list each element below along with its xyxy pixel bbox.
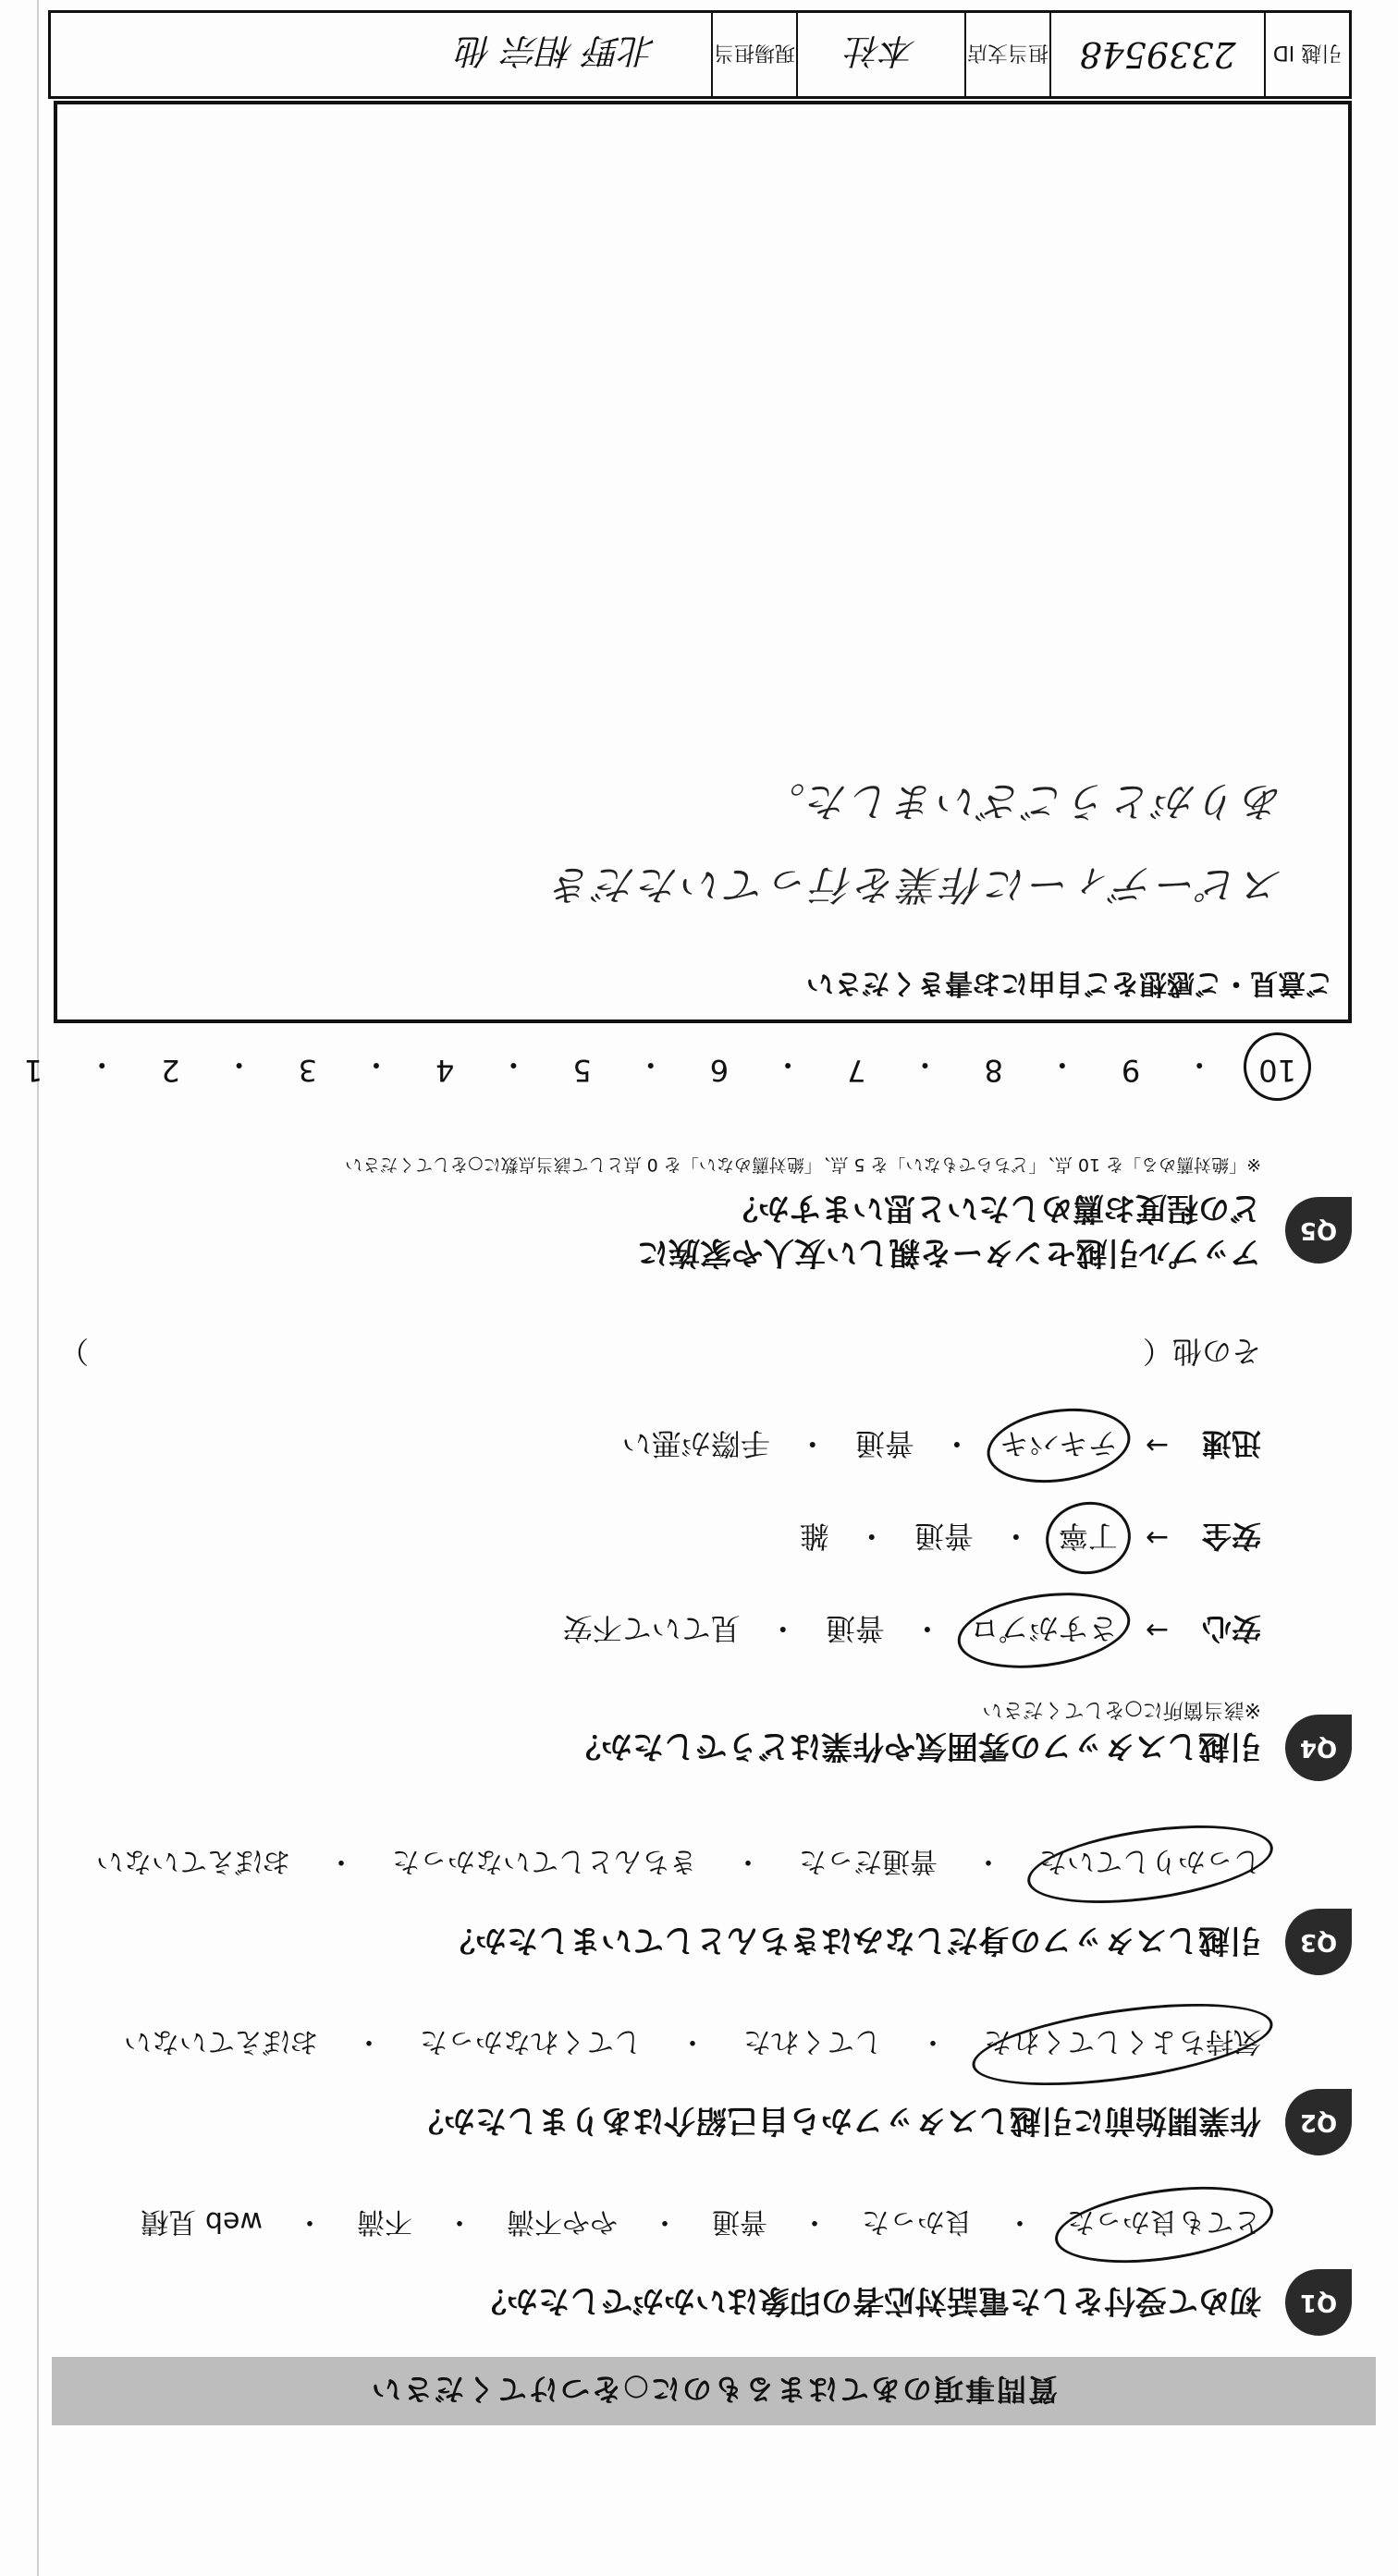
q4-row-1-label: 安心 — [1201, 1611, 1261, 1646]
comment-title: ご意見・ご感想をご自由にお書きください — [806, 967, 1333, 999]
q4-row-1-option-2[interactable]: 普通 — [825, 1611, 885, 1646]
arrow-icon: → — [1145, 1521, 1169, 1555]
q1-option-6[interactable]: web 見積 — [141, 2205, 263, 2238]
q1-text: 初めて受付をした電話対応者の印象はいかがでしたか？ — [475, 2282, 1261, 2319]
q4-row-3-label: 迅速 — [1201, 1426, 1261, 1461]
q4-row-1-option-1[interactable]: さすがプロ — [970, 1609, 1118, 1652]
comment-box[interactable] — [54, 101, 1352, 1023]
q2-option-3[interactable]: してくれなかった — [420, 2025, 642, 2057]
scale-10[interactable]: 10 — [1258, 1045, 1296, 1088]
scale-4[interactable]: 4 — [435, 1053, 455, 1088]
q3-option-4[interactable]: おぼえていない — [96, 1845, 290, 1877]
q3-options: しっかりしていた ・ 普通だった ・ きちんとしていなかった ・ おぼえていない — [96, 1844, 1261, 1885]
q3-option-3[interactable]: きちんとしていなかった — [392, 1845, 697, 1877]
q4-row-jinsoku: 迅速 → テキパキ ・ 普通 ・ 手際が悪い — [622, 1424, 1261, 1467]
q5-badge: Q5 — [1285, 1197, 1352, 1264]
q5-text-line-2: どの程度お薦めしたいと思いますか？ — [727, 1190, 1261, 1227]
q4-row-anshin: 安心 → さすがプロ ・ 普通 ・ 見ていて不安 — [563, 1609, 1261, 1652]
q2-option-2[interactable]: してくれた — [743, 2025, 882, 2057]
lead-value: 北野 相宗 他 — [457, 31, 656, 72]
scale-6[interactable]: 6 — [709, 1053, 730, 1088]
q4-other-row — [59, 1332, 1261, 1374]
branch-label: 担当支店 — [964, 13, 1049, 96]
q5-text-line-1: アップル引越センターを親しい友人や家族に — [637, 1234, 1261, 1271]
instruction-bar — [52, 2357, 1376, 2425]
q4-row-3-option-1[interactable]: テキパキ — [999, 1424, 1118, 1467]
scale-5[interactable]: 5 — [572, 1053, 592, 1088]
q5-note: ※「絶対薦める」を 10 点、「どちらでもない」を 5 点、「絶対薦めない」を 0 点として該当点数に○をしてください — [345, 1154, 1261, 1175]
id-table — [48, 10, 1352, 99]
scale-8[interactable]: 8 — [984, 1053, 1003, 1088]
scale-9[interactable]: 9 — [1121, 1053, 1141, 1088]
comment-handwriting-line-1: スピーディーに作業を行っていただき — [549, 861, 1283, 908]
instruction-text: 質問事項のあてはまるものに○をつけてください — [370, 2372, 1058, 2407]
q4-badge: Q4 — [1285, 1715, 1352, 1781]
q1-badge: Q1 — [1285, 2269, 1352, 2336]
q2-text: 作業開始前に引越しスタッフから自己紹介はありましたか？ — [412, 2102, 1261, 2139]
q1-option-1[interactable]: とても良かった — [1067, 2204, 1261, 2245]
q1-options: とても良かった ・ 良かった ・ 普通 ・ やや不満 ・ 不満 ・ web 見積 — [141, 2204, 1261, 2245]
q1-option-4[interactable]: やや不満 — [507, 2205, 618, 2238]
q3-badge: Q3 — [1285, 1909, 1352, 1975]
q2-option-1[interactable]: 気持ちよくしてくれた — [984, 2024, 1261, 2065]
q1-option-3[interactable]: 普通 — [712, 2205, 767, 2238]
branch-value: 本社 — [796, 13, 964, 96]
q4-other-field[interactable] — [89, 1335, 1143, 1372]
q3-option-1[interactable]: しっかりしていた — [1039, 1844, 1261, 1885]
q4-row-anzen: 安全 → 丁寧 ・ 普通 ・ 雑 — [800, 1517, 1261, 1559]
q4-row-3-option-3[interactable]: 手際が悪い — [621, 1426, 770, 1461]
q3-text: 引越しスタッフの身だしなみはきちんとしていましたか？ — [444, 1922, 1261, 1959]
q1-option-5[interactable]: 不満 — [357, 2205, 412, 2238]
scale-3[interactable]: 3 — [298, 1053, 318, 1088]
lead-label: 現場担当 — [711, 13, 796, 96]
q4-row-2-option-3[interactable]: 雑 — [799, 1519, 829, 1554]
comment-handwriting-line-2: ありがとうございました。 — [762, 777, 1283, 824]
recommend-scale: 10 ・ 9 ・ 8 ・ 7 ・ 6 ・ 5 ・ 4 ・ 3 ・ 2 ・ 1 — [23, 1047, 1296, 1088]
arrow-icon: → — [1145, 1429, 1169, 1462]
q2-option-4[interactable]: おぼえていない — [124, 2025, 318, 2057]
q4-row-2-option-1[interactable]: 丁寧 — [1059, 1517, 1118, 1559]
q4-row-2-option-2[interactable]: 普通 — [914, 1519, 974, 1554]
q4-note: ※該当箇所に○をしてください — [982, 1698, 1261, 1721]
q4-row-2-label: 安全 — [1201, 1519, 1261, 1554]
scale-2[interactable]: 2 — [161, 1053, 180, 1088]
q4-text: 引越しスタッフの雰囲気や作業はどうでしたか？ — [570, 1728, 1261, 1764]
q4-other-close: ） — [59, 1334, 90, 1369]
q2-badge: Q2 — [1285, 2089, 1352, 2155]
q4-row-3-option-2[interactable]: 普通 — [854, 1426, 914, 1461]
scale-7[interactable]: 7 — [847, 1053, 866, 1088]
q4-row-1-option-3[interactable]: 見ていて不安 — [562, 1611, 741, 1646]
scale-1[interactable]: 1 — [23, 1053, 43, 1088]
arrow-icon: → — [1145, 1614, 1169, 1647]
q4-other-label: その他（ — [1142, 1334, 1261, 1369]
q2-options: 気持ちよくしてくれた ・ してくれた ・ してくれなかった ・ おぼえていない — [124, 2024, 1261, 2065]
q3-option-2[interactable]: 普通だった — [799, 1845, 938, 1877]
q1-option-2[interactable]: 良かった — [862, 2205, 973, 2238]
id-label: 引越 ID — [1264, 13, 1349, 96]
id-value: 2339548 — [1049, 13, 1264, 96]
